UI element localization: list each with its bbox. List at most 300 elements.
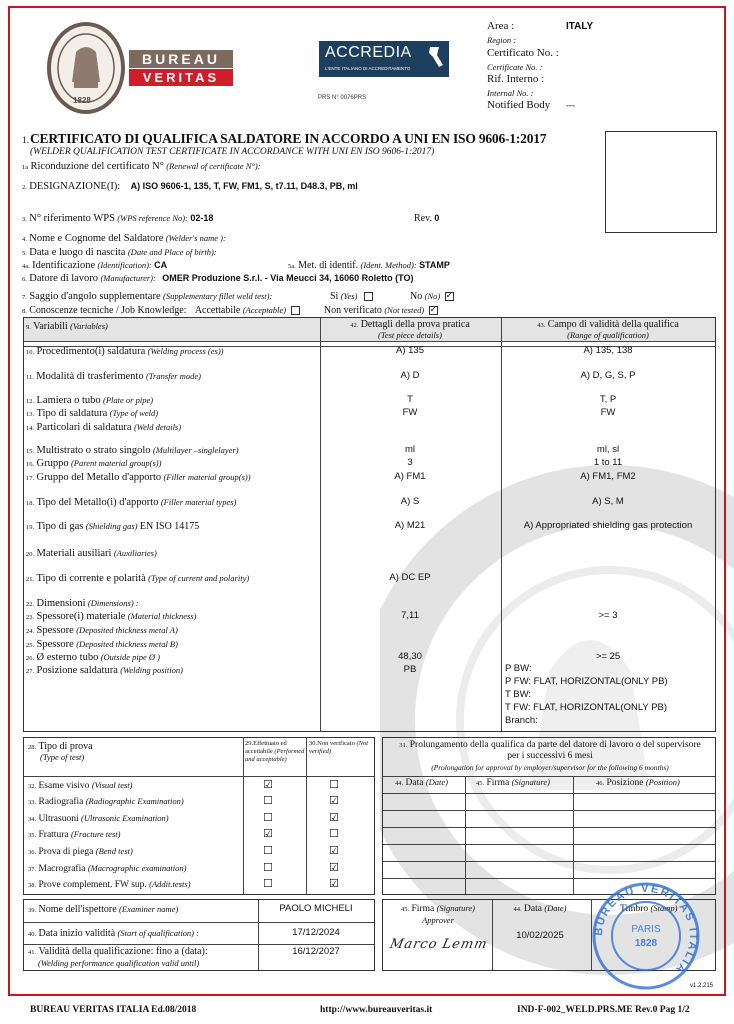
name-label: Nome e Cognome del Saldatore [29,233,164,244]
vars-header-c2-en: (Test piece details) [378,330,442,340]
variable-en: (Type of current and polarity) [148,573,250,583]
test-num: 33. [28,799,37,806]
test-en: (Radiographic Examination) [85,796,184,806]
sign-header [386,903,490,927]
tests-type-en: (Type of test) [40,752,85,762]
variable-test-value: 3 [407,457,413,468]
field-4-num: 4. [22,236,27,243]
variable-en: (Deposited thickness metal B) [76,639,178,649]
variable-row [26,598,139,609]
start-value: 17/12/2024 [292,927,340,938]
photo-box [605,131,717,233]
rif-label: Rif. Interno : [487,73,545,85]
prolong-col-date [395,777,448,788]
rif-label-en: Internal No. : [487,88,534,98]
start-num: 40. [28,931,37,938]
notver-label: Non verificato [323,305,382,316]
prolong-col-pos-num: 46. [596,780,605,787]
variable-en: (Outside pipe Ø ) [100,652,160,662]
tests-c29-num: 29. [245,740,254,747]
test-performed-checkbox[interactable]: ☐ [263,861,273,874]
field-6-num: 6. [22,276,27,283]
variable-label: Posizione saldatura [36,665,118,676]
knowledge-accept-checkbox[interactable] [291,306,300,315]
accept-label: Accettabile [194,305,241,316]
bv-logo [46,22,236,114]
tests-type-label: Tipo di prova [38,741,93,752]
test-num: 34. [28,816,37,823]
variable-test-value: 48,30 [398,651,422,662]
variable-row [26,346,224,357]
variable-test-value: T [407,394,413,405]
variable-en: (Deposited thickness metal A) [76,625,178,635]
knowledge-label: Conoscenze tecniche / Job Knowledge: [29,305,187,316]
variable-label: Materiali ausiliari [36,548,112,559]
field-5-num: 5. [22,250,27,257]
position-item: P BW: [505,663,532,674]
variable-en: (Filler material group(s)) [163,472,251,482]
examiner-row [28,904,178,915]
field-1a [22,161,261,172]
variable-label: Tipo di gas [36,521,84,532]
bv-seal-year: 1828 [73,96,91,105]
test-notverified-checkbox[interactable]: ☐ [329,827,339,840]
prolong-col-date-num: 44. [395,780,404,787]
variable-test-value: A) 135 [396,345,424,356]
variable-label: Ø esterno tubo [36,652,99,663]
test-label: Prova di piega [38,847,94,857]
vars-header-c2-label: Dettagli della prova pratica [360,319,470,330]
variable-num: 25. [26,642,35,649]
examiner-en: (Examiner name) [119,904,179,914]
variable-label: Tipo di saldatura [36,408,108,419]
tests-c30-num: 30. [309,740,318,747]
variable-test-value: 7,11 [401,610,419,621]
variable-row [26,521,199,532]
variable-en: (Welding process (es)) [147,346,224,356]
variable-row [26,497,236,508]
vars-header-c1-num: 9. [26,324,31,331]
variable-en: (Shielding gas) [85,521,138,531]
variable-en: (Transfer mode) [145,371,201,381]
field-5a [288,260,450,271]
footer-right: IND-F-002_WELD.PRS.ME Rev.0 Pag 1/2 [517,1005,690,1015]
stamp-year-text: 1828 [634,938,658,949]
field-4a-num: 4a. [22,263,30,270]
stamp-en: (Stamp) [650,903,678,913]
test-label: Radiografia [38,797,84,807]
test-en: (Ultrasonic Examination) [80,813,169,823]
field-3 [22,213,213,224]
variable-num: 10. [26,349,35,356]
fillet-label: Saggio d'angolo supplementare [29,291,161,302]
variable-num: 26. [26,655,35,662]
test-notverified-checkbox[interactable]: ☐ [329,778,339,791]
variable-test-value: A) M21 [394,520,426,531]
cert-no-label: Certificato No. : [487,47,559,59]
prolong-title [395,740,705,774]
variable-num: 11. [26,374,34,381]
vars-header-c1-label: Variabili [33,321,68,332]
field-6 [22,273,413,284]
positions-list [505,663,668,728]
prs-number: PRS N° 0076PRS [318,95,367,101]
variable-row [26,625,178,636]
fillet-en: (Supplementary fillet weld test): [163,291,273,301]
si-label: Si [330,291,339,302]
tests-c29-label: Effettuato ed accettabile [245,740,287,755]
stamp-ring-text: BUREAU VERITAS ITALIA [592,882,700,977]
variable-en: (Welding position) [120,665,183,675]
position-item: P FW: FLAT, HORIZONTAL(ONLY PB) [505,676,668,687]
variable-label: Gruppo del Metallo d'apporto [36,472,162,483]
knowledge-notver-checkbox[interactable]: ✓ [429,305,438,316]
variable-row [26,573,249,584]
test-label: Esame visivo [38,781,90,791]
vars-header-c2-num: 42. [350,322,359,329]
variable-label: Gruppo [36,458,69,469]
test-performed-checkbox[interactable]: ☐ [263,811,273,824]
field-3-num: 3. [22,216,27,223]
variable-row [26,611,197,622]
variable-label: Procedimento(i) saldatura [36,346,146,357]
cert-no-label-en: Certificate No. : [487,62,543,72]
field-2-num: 2. [22,184,27,191]
accredia-sub: L'ENTE ITALIANO DI ACCREDITAMENTO [325,66,411,71]
valid-num: 41. [28,949,37,956]
rev-value: 0 [434,213,440,223]
test-notverified-checkbox[interactable]: ☑ [329,794,339,807]
fillet-no [410,291,454,302]
tests-type-num: 28. [28,744,37,751]
variable-en: (Multilayer –singlelayer) [152,445,239,455]
renewal-label: Riconduzione del certificato N° [30,161,164,172]
handwritten-signature: Marco Lemm [388,937,490,952]
variable-num: 24. [26,628,35,635]
birth-en: (Date and Place of birth): [127,247,217,257]
variable-en: (Auxiliaries) [113,548,157,558]
prolong-col-sign-en: (Signature) [511,777,550,787]
variable-en: (Dimensions) : [87,598,139,608]
rev-label: Rev. [414,213,432,224]
stamp-label: Timbro [620,904,649,914]
si-en: (Yes) [340,291,358,301]
variable-num: 27. [26,668,35,675]
start-label: Data inizio validità [38,928,116,939]
test-en: (Macrographic examination) [87,863,187,873]
prolong-col-sign-num: 45. [476,780,485,787]
tests-c29-en: (Performed and acceptable) [245,748,305,763]
variable-label: Spessore [36,625,74,636]
field-5 [22,247,217,258]
notified-label: Notified Body [487,99,551,111]
tests-c30-header [309,740,369,756]
prolong-col-pos [596,777,680,788]
variable-range-value: FW [600,407,616,418]
variable-label: Spessore [36,639,74,650]
variable-row [26,422,181,433]
variable-range-value: A) Appropriated shielding gas protection [523,520,693,531]
no-label: No [410,291,423,302]
test-row [28,780,133,791]
position-item: Branch: [505,715,538,726]
test-row [28,813,169,824]
variable-label: Tipo di corrente e polarità [36,573,146,584]
title-main: CERTIFICATO DI QUALIFICA SALDATORE IN ACCORDO A UNI EN ISO 9606-1:2017 [30,131,547,146]
test-performed-checkbox[interactable]: ☐ [263,877,273,890]
fillet-yes [330,291,373,302]
valid-row [28,946,208,970]
start-en: (Start of qualification) : [117,928,199,938]
ident-en: (Identification): [97,260,152,270]
test-row [28,846,133,857]
prolong-num: 31. [399,742,408,749]
variable-range-value: >= 25 [595,651,621,662]
field-8 [22,305,438,316]
date-num: 44. [513,906,522,913]
designation-label: DESIGNAZIONE(I): [29,181,121,192]
vars-header-c1 [26,321,108,332]
valid-label: Validità della qualificazione: fino a (data): [38,946,208,957]
field-4 [22,233,226,244]
bv-text-top: BUREAU [129,50,233,68]
variable-test-value: A) S [400,496,420,507]
date-en: (Date) [544,903,567,913]
sign-num: 45. [401,906,410,913]
employer-en: (Manufacturer): [100,273,156,283]
employer-value: OMER Produzione S.r.l. - Via Meucci 34, 16060 Roletto (TO) [162,273,414,283]
tests-type-header [28,741,93,763]
test-notverified-checkbox[interactable]: ☑ [329,844,339,857]
examiner-num: 39. [28,907,37,914]
field-2 [22,181,358,192]
test-label: Frattura [38,830,69,840]
date-label: Data [524,904,542,914]
variable-num: 16. [26,461,35,468]
variable-range-value: >= 3 [598,610,618,621]
method-en: (Ident. Method): [360,260,417,270]
variable-label: Multistrato o strato singolo [36,445,151,456]
test-num: 36. [28,849,37,856]
examiner-value: PAOLO MICHELI [279,903,353,914]
variable-en: (Plate or pipe) [103,395,154,405]
variable-num: 15. [26,448,35,455]
variable-test-value: ml [404,444,416,455]
position-item: T FW: FLAT, HORIZONTAL(ONLY PB) [505,702,668,713]
test-num: 35. [28,832,37,839]
company-stamp [590,880,702,992]
vars-header-c3-en: (Range of qualification) [567,330,649,340]
test-performed-checkbox[interactable]: ☑ [263,778,273,791]
variable-en: (Filler material types) [160,497,237,507]
prolong-col-pos-label: Posizione [606,778,644,788]
employer-label: Datore di lavoro [29,273,99,284]
test-en: (Bend test) [95,846,133,856]
prolong-title-en: (Prolongation for approval by employer/supervisor for the following 6 months) [431,763,669,772]
position-item: T BW: [505,689,532,700]
test-row [28,879,190,890]
notified-value: --- [566,100,575,110]
valid-en: (Welding performance qualification valid until) [38,958,200,968]
field-5a-num: 5a. [288,263,296,270]
variable-range-value: ml, sl [596,444,620,455]
footer-center[interactable]: http://www.bureauveritas.it [320,1005,433,1015]
variable-label: Lamiera o tubo [36,395,101,406]
title-number: 1. [22,136,30,146]
variable-row [26,371,201,382]
variable-label: Tipo del Metallo(i) d'apporto [36,497,159,508]
field-8-num: 8. [22,308,27,315]
variable-range-value: A) S, M [592,496,624,507]
fillet-no-checkbox[interactable]: ✓ [445,291,454,302]
variable-num: 14. [26,425,35,432]
field-1a-num: 1a [22,164,29,171]
variable-row [26,472,251,483]
designation-value: A) ISO 9606-1, 135, T, FW, FM1, S, t7.11, D48.3, PB, ml [130,181,358,191]
vars-header-c3-label: Campo di validità della qualifica [547,319,679,330]
variable-row [26,395,153,406]
prolong-col-sign-label: Firma [486,778,510,788]
wps-label: N° riferimento WPS [29,213,115,224]
italy-map-icon [427,45,445,73]
variable-test-value: A) D [400,370,420,381]
test-en: (Addit.tests) [149,879,191,889]
no-en: (No) [424,291,441,301]
variable-range-value: A) FM1, FM2 [580,471,636,482]
date-value: 10/02/2025 [516,930,564,941]
prolong-title-text: Prolungamento della qualifica da parte del datore di lavoro o del supervisore per i successivi 6 mesi [409,740,701,761]
variable-test-value: A) FM1 [394,471,426,482]
variable-label: Dimensioni [36,598,86,609]
method-label: Met. di identif. [298,260,359,271]
variable-row [26,665,183,676]
variable-label: Particolari di saldatura [36,422,132,433]
variable-label: Modalità di trasferimento [36,371,144,382]
variable-range-value: 1 to 11 [593,457,623,468]
test-row [28,796,184,807]
examiner-label: Nome dell'ispettore [38,904,117,915]
test-performed-checkbox[interactable]: ☑ [263,827,273,840]
vars-header-c1-en: (Variables) [70,321,108,331]
variable-row [26,652,160,663]
wps-en: (WPS reference No): [117,213,188,223]
variable-range-value: T, P [599,394,617,405]
valid-value: 16/12/2027 [292,946,340,957]
test-row [28,863,186,874]
tests-c30-en: (Not verified) [309,740,369,755]
area-value: ITALY [566,21,594,32]
test-en: (Fracture test) [70,829,121,839]
variable-en: (Material thickness) [127,611,197,621]
variable-num: 18. [26,500,35,507]
area-label: Area : [487,20,515,32]
vars-header-c3-num: 43. [537,322,546,329]
field-4a [22,260,167,271]
field-7-num: 7. [22,294,27,301]
test-label: Macrografia [38,864,86,874]
variable-row [26,548,157,559]
test-row [28,829,120,840]
start-row [28,928,199,939]
variable-label: Spessore(i) materiale [36,611,126,622]
variable-extra: EN ISO 14175 [139,521,200,532]
variable-num: 17. [26,475,35,482]
test-num: 32. [28,783,37,790]
region-label: Region : [487,35,517,45]
birth-label: Data e luogo di nascita [29,247,126,258]
accredia-title: ACCREDIA [325,44,412,61]
variable-num: 21. [26,576,35,583]
test-performed-checkbox[interactable]: ☐ [263,794,273,807]
test-en: (Visual test) [91,780,133,790]
test-notverified-checkbox[interactable]: ☑ [329,811,339,824]
method-value: STAMP [419,260,450,270]
name-en: (Welder's name ): [165,233,226,243]
variable-en: (Type of weld) [109,408,159,418]
variable-test-value: PB [403,664,417,675]
vars-header-c2 [320,319,500,341]
sign-label: Firma [411,904,435,914]
variable-num: 12. [26,398,35,405]
prolong-col-pos-en: (Position) [645,777,680,787]
date-header [495,903,585,914]
variable-en: (Weld details) [133,422,182,432]
footer-left: BUREAU VERITAS ITALIA Ed.08/2018 [30,1005,197,1015]
variable-row [26,445,239,456]
title-sub: (WELDER QUALIFICATION TEST CERTIFICATE IN ACCORDANCE WITH UNI EN ISO 9606-1:2017) [30,147,435,157]
notver-en: (Not tested) [384,305,425,315]
test-num: 37. [28,866,37,873]
variable-range-value: A) D, G, S, P [580,370,636,381]
wps-value: 02-18 [190,213,214,223]
renewal-en: (Renewal of certificate N°): [166,161,261,171]
test-label: Prove complement. FW sup. [38,880,147,890]
vars-header-c3 [501,319,715,341]
bv-text-bottom: VERITAS [129,69,233,86]
sign-en: (Signature) [436,903,475,913]
form-version: v1.2.215 [690,983,714,989]
variable-num: 19. [26,524,35,531]
variable-en: (Parent material group(s)) [70,458,162,468]
stamp-inner-text: PARIS [631,924,661,935]
test-label: Ultrasuoni [38,814,79,824]
variable-row [26,458,161,469]
test-notverified-checkbox[interactable]: ☑ [329,877,339,890]
test-performed-checkbox[interactable]: ☐ [263,844,273,857]
prolong-col-date-en: (Date) [425,777,448,787]
approver-label: Approver [422,915,454,925]
variable-range-value: A) 135, 138 [583,345,633,356]
field-7 [22,291,272,302]
variable-num: 20. [26,551,35,558]
variable-row [26,408,158,419]
fillet-yes-checkbox[interactable] [364,292,373,301]
ident-label: Identificazione [32,260,96,271]
ident-value: CA [154,260,168,270]
test-num: 38. [28,882,37,889]
variable-test-value: FW [402,407,418,418]
tests-c29-header [245,740,305,764]
test-notverified-checkbox[interactable]: ☑ [329,861,339,874]
prolong-col-sign [476,777,550,788]
accept-en: (Acceptable) [242,305,287,315]
variable-num: 22. [26,601,35,608]
rev-field [414,213,439,224]
variable-num: 23. [26,614,35,621]
variable-row [26,639,178,650]
prolong-col-date-label: Data [405,778,424,788]
variable-num: 13. [26,411,35,418]
